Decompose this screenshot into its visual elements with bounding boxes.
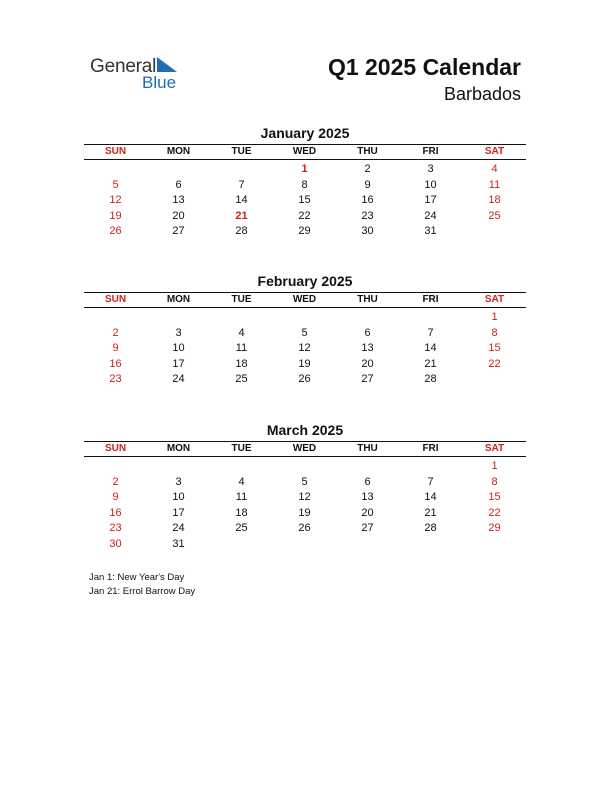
day-cell: 25 xyxy=(235,373,248,385)
weekday-header: TUE xyxy=(231,443,252,454)
day-cell: 4 xyxy=(238,475,245,488)
weekday-header: THU xyxy=(357,294,378,305)
day-cell: 28 xyxy=(424,522,437,534)
weekday-header: SAT xyxy=(484,443,505,454)
header-rule xyxy=(84,159,526,160)
day-cell: 23 xyxy=(109,522,122,534)
day-cell: 19 xyxy=(109,209,122,222)
day-cell: 18 xyxy=(488,194,501,206)
month-title: February 2025 xyxy=(257,273,353,289)
day-cell: 20 xyxy=(361,506,374,519)
day-cell: 3 xyxy=(175,475,182,488)
day-cell: 14 xyxy=(424,342,437,354)
day-cell: 16 xyxy=(361,194,374,206)
header-rule xyxy=(84,456,526,457)
day-cell: 7 xyxy=(238,178,245,191)
day-cell: 30 xyxy=(109,537,122,550)
day-cell: 15 xyxy=(298,194,311,206)
day-cell: 23 xyxy=(109,373,122,385)
day-cell: 3 xyxy=(427,163,434,175)
header-rule xyxy=(84,144,526,145)
day-cell: 11 xyxy=(235,491,248,503)
day-cell: 8 xyxy=(491,326,498,339)
day-cell: 20 xyxy=(172,209,185,222)
day-cell: 2 xyxy=(112,475,119,488)
day-cell: 1 xyxy=(301,163,308,175)
day-cell: 29 xyxy=(298,225,311,237)
day-cell: 27 xyxy=(361,522,374,534)
logo-text-blue: Blue xyxy=(142,73,177,92)
day-cell: 11 xyxy=(488,178,501,191)
weekday-header: THU xyxy=(357,146,378,157)
day-cell: 8 xyxy=(491,475,498,488)
day-cell: 22 xyxy=(298,209,311,222)
day-cell: 31 xyxy=(424,225,437,237)
weekday-header: FRI xyxy=(422,443,439,454)
holiday-note: Jan 1: New Year's Day xyxy=(89,572,185,583)
day-cell: 17 xyxy=(172,506,185,519)
page-title: Q1 2025 Calendar xyxy=(327,54,521,80)
day-cell: 3 xyxy=(175,326,182,339)
day-cell: 2 xyxy=(364,163,371,175)
day-cell: 22 xyxy=(488,506,501,519)
day-cell: 17 xyxy=(172,357,185,370)
day-cell: 18 xyxy=(235,506,248,519)
generalblue-logo xyxy=(90,56,210,96)
day-cell: 15 xyxy=(488,491,501,503)
day-cell: 17 xyxy=(424,194,437,206)
day-cell: 13 xyxy=(361,491,374,503)
day-cell: 5 xyxy=(301,475,308,488)
day-cell: 24 xyxy=(172,522,185,534)
day-cell: 24 xyxy=(424,209,437,222)
day-cell: 10 xyxy=(172,491,185,503)
day-cell: 20 xyxy=(361,357,374,370)
weekday-header: FRI xyxy=(422,146,439,157)
day-cell: 27 xyxy=(361,373,374,385)
month-title: March 2025 xyxy=(266,422,344,438)
day-cell: 25 xyxy=(488,209,501,222)
day-cell: 14 xyxy=(424,491,437,503)
day-cell: 18 xyxy=(235,357,248,370)
day-cell: 13 xyxy=(172,194,185,206)
holiday-note: Jan 21: Errol Barrow Day xyxy=(89,586,196,597)
day-cell: 24 xyxy=(172,373,185,385)
header-rule xyxy=(84,307,526,308)
day-cell: 9 xyxy=(112,491,119,503)
day-cell: 9 xyxy=(364,178,371,191)
weekday-header: TUE xyxy=(231,294,252,305)
weekday-header: SAT xyxy=(484,146,505,157)
logo-triangle-icon xyxy=(157,57,177,72)
day-cell: 6 xyxy=(364,326,371,339)
day-cell: 10 xyxy=(424,178,437,191)
day-cell: 4 xyxy=(238,326,245,339)
day-cell: 5 xyxy=(301,326,308,339)
day-cell: 7 xyxy=(427,326,434,339)
weekday-header: SUN xyxy=(104,294,127,305)
day-cell: 23 xyxy=(361,209,374,222)
weekday-header: THU xyxy=(357,443,378,454)
day-cell: 21 xyxy=(424,506,437,519)
day-cell: 21 xyxy=(424,357,437,370)
day-cell: 26 xyxy=(109,225,122,237)
day-cell: 26 xyxy=(298,522,311,534)
day-cell: 7 xyxy=(427,475,434,488)
day-cell: 5 xyxy=(112,178,119,191)
weekday-header: SAT xyxy=(484,294,505,305)
header-rule xyxy=(84,292,526,293)
weekday-header: SUN xyxy=(104,146,127,157)
day-cell: 21 xyxy=(235,209,248,222)
day-cell: 12 xyxy=(298,491,311,503)
month-title: January 2025 xyxy=(260,125,350,141)
day-cell: 19 xyxy=(298,506,311,519)
weekday-header: TUE xyxy=(231,146,252,157)
day-cell: 27 xyxy=(172,225,185,237)
day-cell: 14 xyxy=(235,194,248,206)
weekday-header: SUN xyxy=(104,443,127,454)
day-cell: 31 xyxy=(172,537,185,550)
day-cell: 29 xyxy=(488,522,501,534)
header-rule xyxy=(84,441,526,442)
day-cell: 1 xyxy=(491,311,498,323)
day-cell: 25 xyxy=(235,522,248,534)
day-cell: 2 xyxy=(112,326,119,339)
day-cell: 15 xyxy=(488,342,501,354)
day-cell: 4 xyxy=(491,163,498,175)
day-cell: 30 xyxy=(361,225,374,237)
day-cell: 12 xyxy=(109,194,122,206)
day-cell: 16 xyxy=(109,357,122,370)
weekday-header: MON xyxy=(166,443,191,454)
day-cell: 26 xyxy=(298,373,311,385)
logo-text-general: General xyxy=(90,56,157,77)
day-cell: 19 xyxy=(298,357,311,370)
weekday-header: WED xyxy=(292,294,317,305)
day-cell: 9 xyxy=(112,342,119,354)
day-cell: 1 xyxy=(491,460,498,472)
day-cell: 13 xyxy=(361,342,374,354)
weekday-header: WED xyxy=(292,146,317,157)
day-cell: 16 xyxy=(109,506,122,519)
day-cell: 22 xyxy=(488,357,501,370)
day-cell: 28 xyxy=(424,373,437,385)
weekday-header: FRI xyxy=(422,294,439,305)
day-cell: 11 xyxy=(235,342,248,354)
day-cell: 28 xyxy=(235,225,248,237)
day-cell: 8 xyxy=(301,178,308,191)
weekday-header: WED xyxy=(292,443,317,454)
day-cell: 12 xyxy=(298,342,311,354)
day-cell: 6 xyxy=(175,178,182,191)
weekday-header: MON xyxy=(166,294,191,305)
holiday-notes xyxy=(89,571,195,599)
weekday-header: MON xyxy=(166,146,191,157)
day-cell: 10 xyxy=(172,342,185,354)
day-cell: 6 xyxy=(364,475,371,488)
country-subtitle: Barbados xyxy=(443,84,521,104)
